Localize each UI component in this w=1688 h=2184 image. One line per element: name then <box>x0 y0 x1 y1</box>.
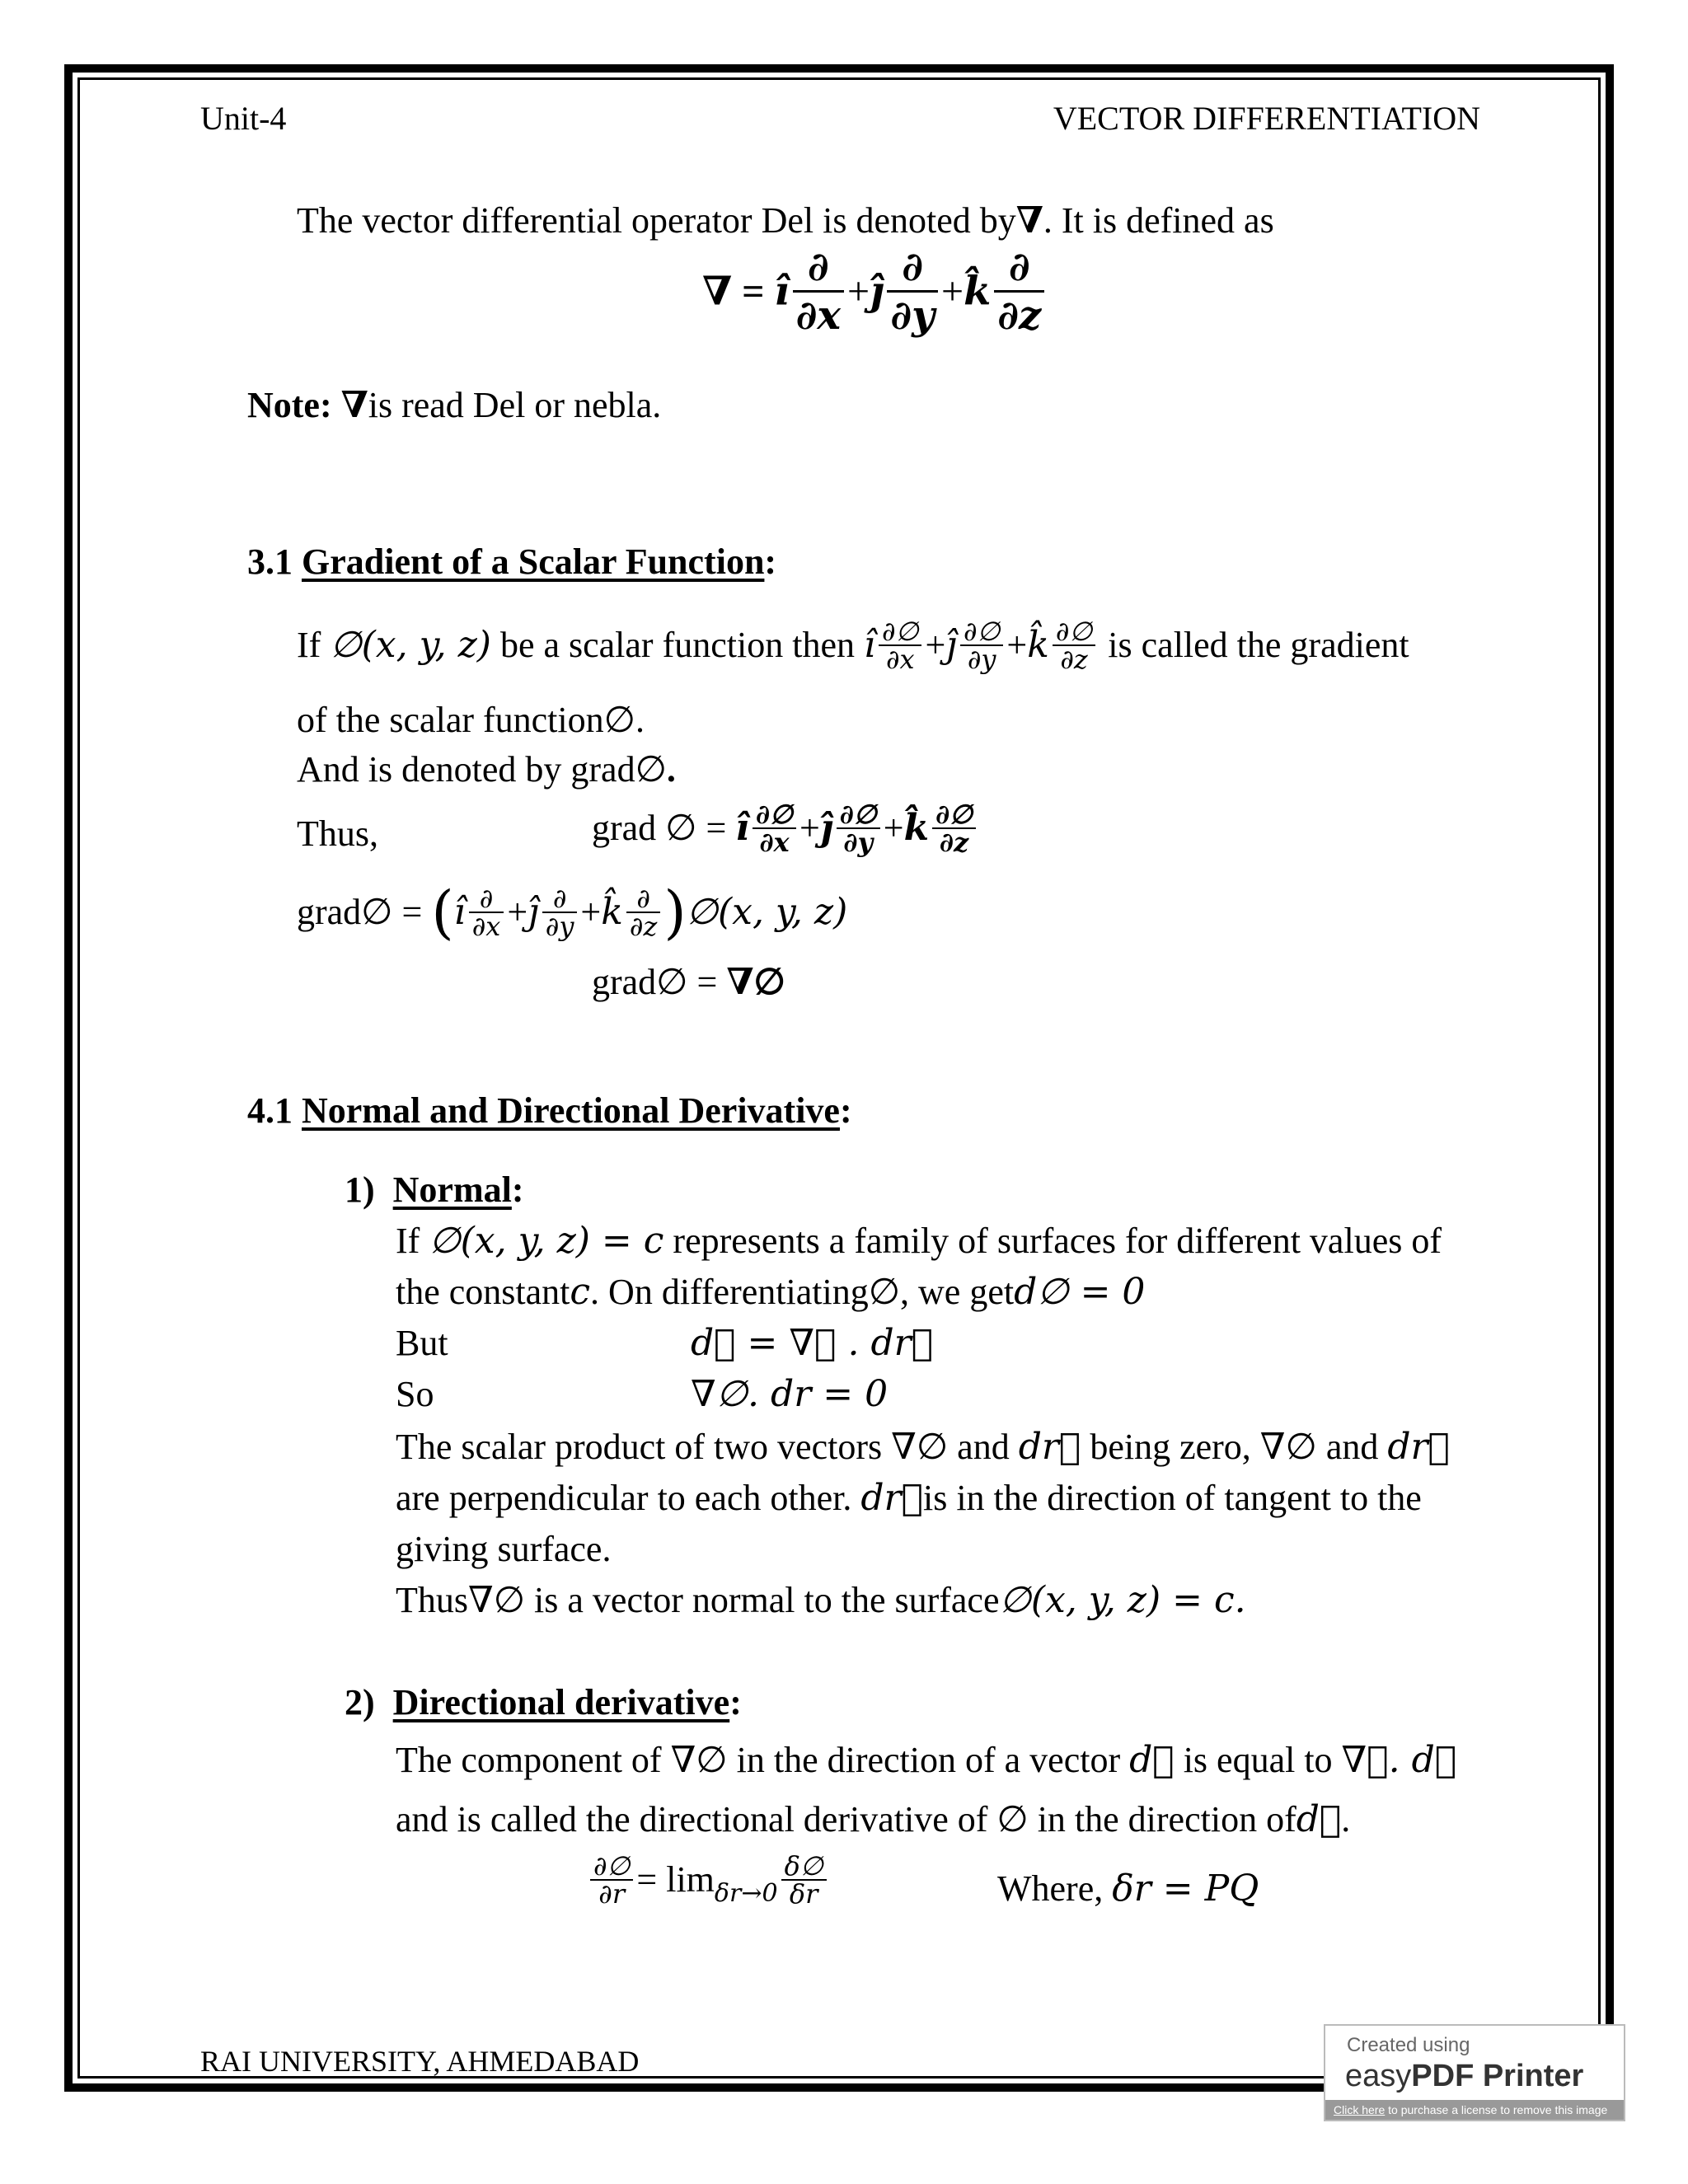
gradient-line2: of the scalar function∅. <box>297 700 645 740</box>
normal-heading: 1) Normal: <box>345 1169 524 1210</box>
gradient-line3: And is denoted by grad∅. <box>297 749 676 790</box>
so-label: So <box>396 1374 434 1414</box>
thus-label: Thus, <box>297 813 378 854</box>
normal-line6: are perpendicular to each other. dr⃗is in the direction of tangent to the <box>396 1477 1422 1519</box>
grad-equation-2: grad∅ = (î $\frac{\partial}{\partial x}$ +ĵ $\frac{\partial}{\partial y}$ +k̂ $\frac{\partial}{\partial z}$ )∅(x, y, z) <box>297 879 848 946</box>
directional-line2: and is called the directional derivative of ∅ in the direction ofd⃗. <box>396 1798 1351 1840</box>
normal-line5: The scalar product of two vectors ∇∅ and dr⃗ being zero, ∇∅ and dr⃗ <box>396 1426 1450 1468</box>
normal-line1: If ∅(x, y, z) = c represents a family of surfaces for different values of <box>396 1220 1442 1262</box>
header-title: VECTOR DIFFERENTIATION <box>1053 100 1480 137</box>
normal-line7: giving surface. <box>396 1529 612 1569</box>
intro-text: The vector differential operator Del is denoted by∇. It is defined as <box>297 200 1274 241</box>
del-equation: ∇ = î $\frac{\partial}{\partial x}$ +ĵ $\frac{\partial}{\partial y}$ +k̂ $\frac{\partial}{\partial z}$ <box>702 244 1048 339</box>
badge-logo: easyPDF Printer <box>1345 2059 1584 2093</box>
grad-equation-3: grad∅ = ∇∅ <box>592 962 785 1002</box>
directional-heading: 2) Directional derivative: <box>345 1682 742 1722</box>
badge-license-link[interactable]: Click here to purchase a license to remove this image <box>1325 2100 1624 2120</box>
footer-university: RAI UNIVERSITY, AHMEDABAD <box>200 2045 640 2078</box>
badge-line1: Created using <box>1347 2034 1470 2056</box>
directional-where: Where, δr = PQ <box>997 1868 1259 1910</box>
so-equation: ∇∅. dr = 0 <box>691 1373 889 1415</box>
normal-line2: the constantc. On differentiating∅, we getd∅ = 0 <box>396 1271 1146 1313</box>
gradient-definition: If ∅(x, y, z) be a scalar function then î $\frac{\partial\emptyset}{\partial x}$ +ĵ $\frac{\partial\emptyset}{\partial y}$ +k̂ $\frac{\partial\emptyset}{\partial z}$ is called the gradient <box>297 616 1409 675</box>
but-equation: d∅ = ∇∅ . dr⃗ <box>691 1322 934 1364</box>
header-unit: Unit-4 <box>200 100 287 137</box>
directional-line1: The component of ∇∅ in the direction of a vector d⃗ is equal to ∇∅. d⃗ <box>396 1739 1457 1781</box>
grad-equation-1: grad ∅ = î $\frac{\partial\emptyset}{\partial x}$ +ĵ $\frac{\partial\emptyset}{\partial y}$ +k̂ $\frac{\partial\emptyset}{\partial z}$ <box>592 801 979 855</box>
note: Note: ∇is read Del or nebla. <box>247 385 662 425</box>
directional-equation: $\frac{\partial\emptyset}{\partial r}$ = $\lim_{\delta r\to 0}$ $\frac{\delta\emptyset}{\delta r}$ <box>587 1853 830 1907</box>
section-3-1-heading: 3.1 Gradient of a Scalar Function: <box>247 541 777 582</box>
but-label: But <box>396 1323 448 1363</box>
normal-line8: Thus∇∅ is a vector normal to the surface∅(x, y, z) = c. <box>396 1579 1246 1621</box>
easypdf-badge[interactable] <box>1324 2024 1625 2121</box>
section-4-1-heading: 4.1 Normal and Directional Derivative: <box>247 1090 852 1131</box>
